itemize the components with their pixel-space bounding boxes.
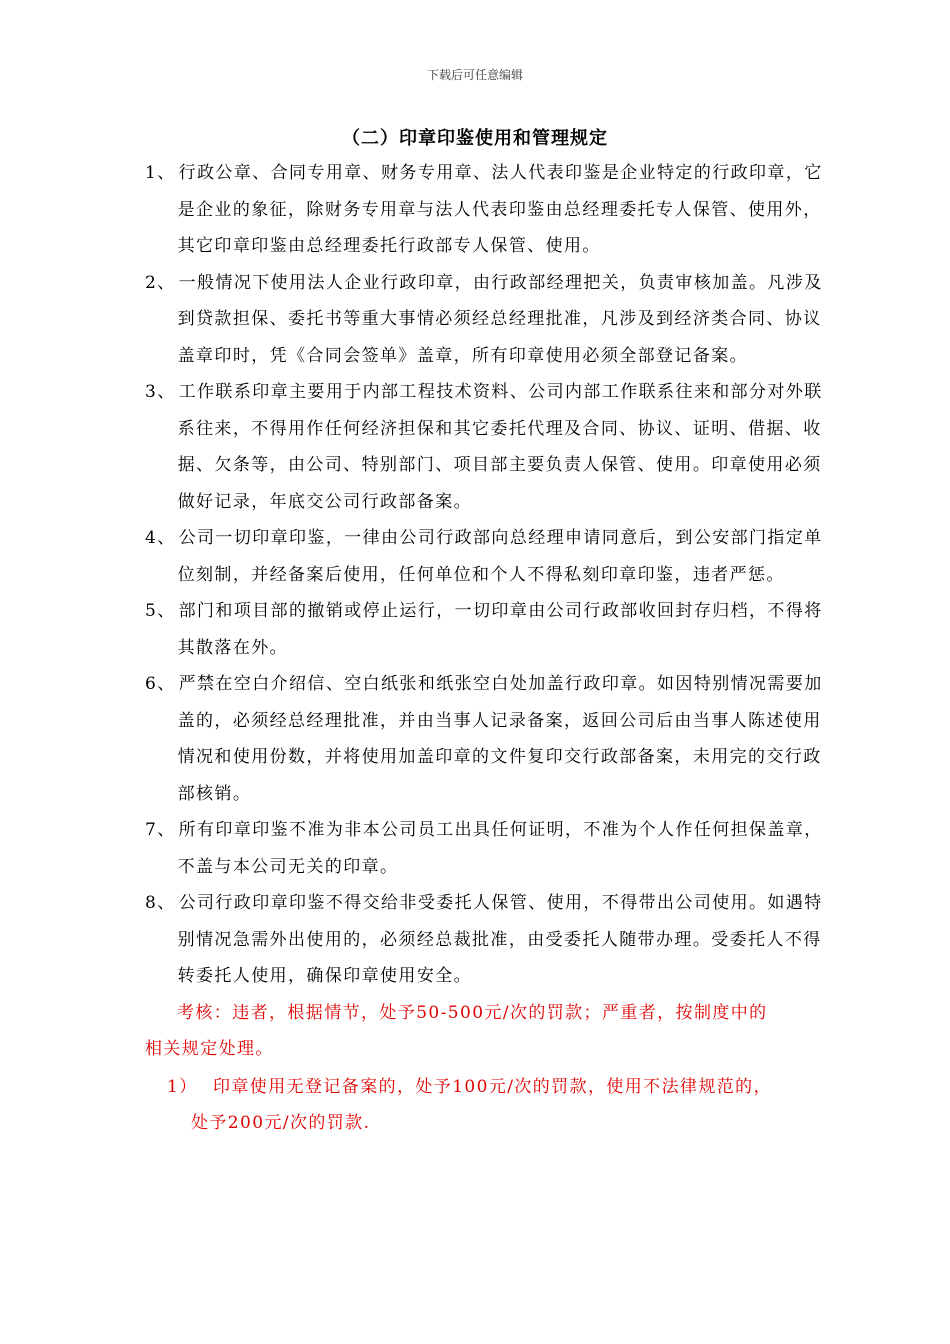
document-title: （二）印章印鉴使用和管理规定 <box>342 128 608 149</box>
penalty-number: 1） <box>167 1076 198 1097</box>
item-text: 所有印章印鉴不准为非本公司员工出具任何证明，不准为个人作任何担保盖章，不盖与本公司无关的印章。 <box>177 820 823 877</box>
assessment-line: 相关规定处理。 <box>145 1039 274 1059</box>
item-number: 8、 <box>145 893 176 913</box>
document-body <box>145 155 825 1142</box>
list-item <box>145 265 825 375</box>
list-item <box>145 155 825 265</box>
penalty-line: 处予200元/次的罚款. <box>191 1113 371 1133</box>
list-item <box>145 885 825 995</box>
item-text: 严禁在空白介绍信、空白纸张和纸张空白处加盖行政印章。如因特别情况需要加盖的，必须经总经理批准，并由当事人记录备案，返回公司后由当事人陈述使用情况和使用份数，并将使用加盖印章的文件复印交行政部备案，未用完的交行政部核销。 <box>177 674 823 804</box>
item-number: 7、 <box>145 820 176 840</box>
item-text: 公司行政印章印鉴不得交给非受委托人保管、使用，不得带出公司使用。如遇特别情况急需外出使用的，必须经总裁批准，由受委托人随带办理。受委托人不得转委托人使用，确保印章使用安全。 <box>177 893 823 986</box>
penalty-item <box>145 1069 825 1142</box>
penalty-line: 印章使用无登记备案的，处予100元/次的罚款，使用不法律规范的， <box>213 1076 772 1097</box>
item-number: 6、 <box>145 674 176 694</box>
item-number: 3、 <box>145 382 176 402</box>
list-item <box>145 666 825 812</box>
item-text: 一般情况下使用法人企业行政印章，由行政部经理把关，负责审核加盖。凡涉及到贷款担保、委托书等重大事情必须经总经理批准，凡涉及到经济类合同、协议盖章印时，凭《合同会签单》盖章，所有印章使用必须全部登记备案。 <box>177 272 823 366</box>
list-item <box>145 593 825 666</box>
list-item <box>145 374 825 520</box>
assessment-line: 考核：违者，根据情节，处予50-500元/次的罚款；严重者，按制度中的 <box>177 1002 768 1023</box>
item-number: 1、 <box>145 163 176 183</box>
item-number: 4、 <box>145 528 176 548</box>
penalty-text <box>191 1069 825 1142</box>
item-number: 5、 <box>145 601 176 621</box>
list-item <box>145 812 825 885</box>
item-text: 行政公章、合同专用章、财务专用章、法人代表印鉴是企业特定的行政印章，它是企业的象征，除财务专用章与法人代表印鉴由总经理委托专人保管、使用外，其它印章印鉴由总经理委托行政部专人保管、使用。 <box>177 163 823 256</box>
list-item <box>145 520 825 593</box>
assessment-note <box>145 995 825 1068</box>
item-text: 部门和项目部的撤销或停止运行，一切印章由公司行政部收回封存归档，不得将其散落在外。 <box>177 601 823 658</box>
header-note: 下载后可任意编辑 <box>426 68 523 82</box>
item-text: 工作联系印章主要用于内部工程技术资料、公司内部工作联系往来和部分对外联系往来，不得用作任何经济担保和其它委托代理及合同、协议、证明、借据、收据、欠条等，由公司、特别部门、项目部主要负责人保管、使用。印章使用必须做好记录，年底交公司行政部备案。 <box>177 382 823 512</box>
item-number: 2、 <box>145 272 176 293</box>
item-text: 公司一切印章印鉴，一律由公司行政部向总经理申请同意后，到公安部门指定单位刻制，并经备案后使用，任何单位和个人不得私刻印章印鉴，违者严惩。 <box>177 528 823 585</box>
